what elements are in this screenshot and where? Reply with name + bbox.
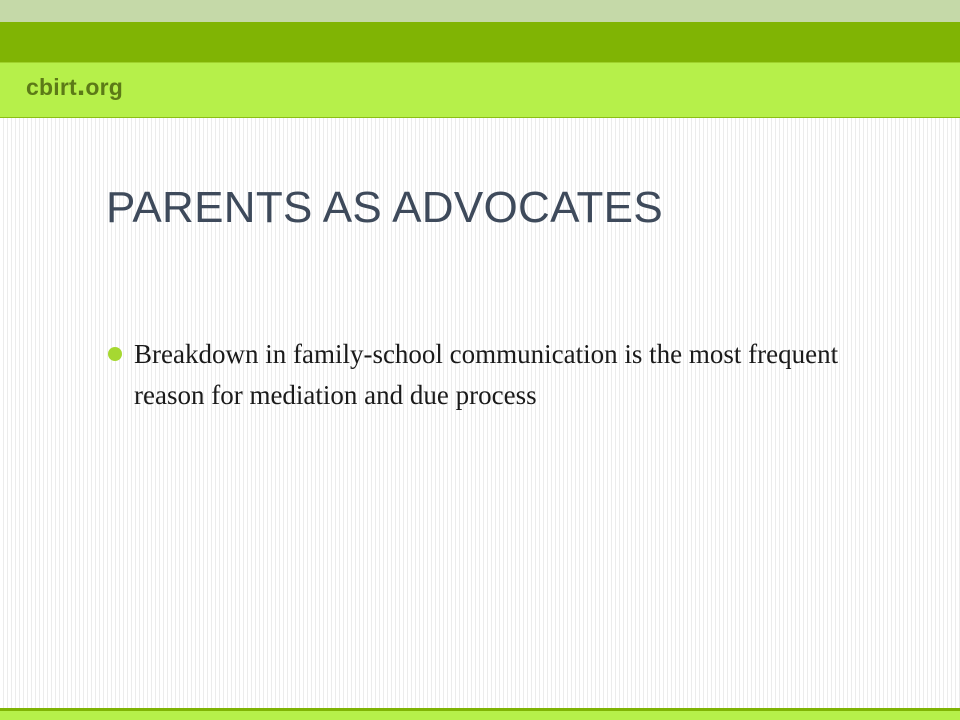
logo-dot: . — [76, 69, 86, 102]
bullet-dot-icon — [108, 347, 122, 361]
bullet-item — [106, 334, 846, 416]
header-top-band — [0, 0, 960, 22]
bullet-text: Breakdown in family-school communication is the most frequent reason for mediation and due process — [134, 339, 839, 410]
site-logo — [26, 71, 123, 103]
logo-tld: org — [85, 74, 124, 100]
header-accent-band — [0, 22, 960, 62]
slide-title: PARENTS AS ADVOCATES — [106, 183, 663, 232]
bullet-list — [106, 334, 846, 416]
logo-name: cbirt — [26, 74, 77, 100]
header-logo-band — [0, 62, 960, 118]
footer-band — [0, 711, 960, 720]
